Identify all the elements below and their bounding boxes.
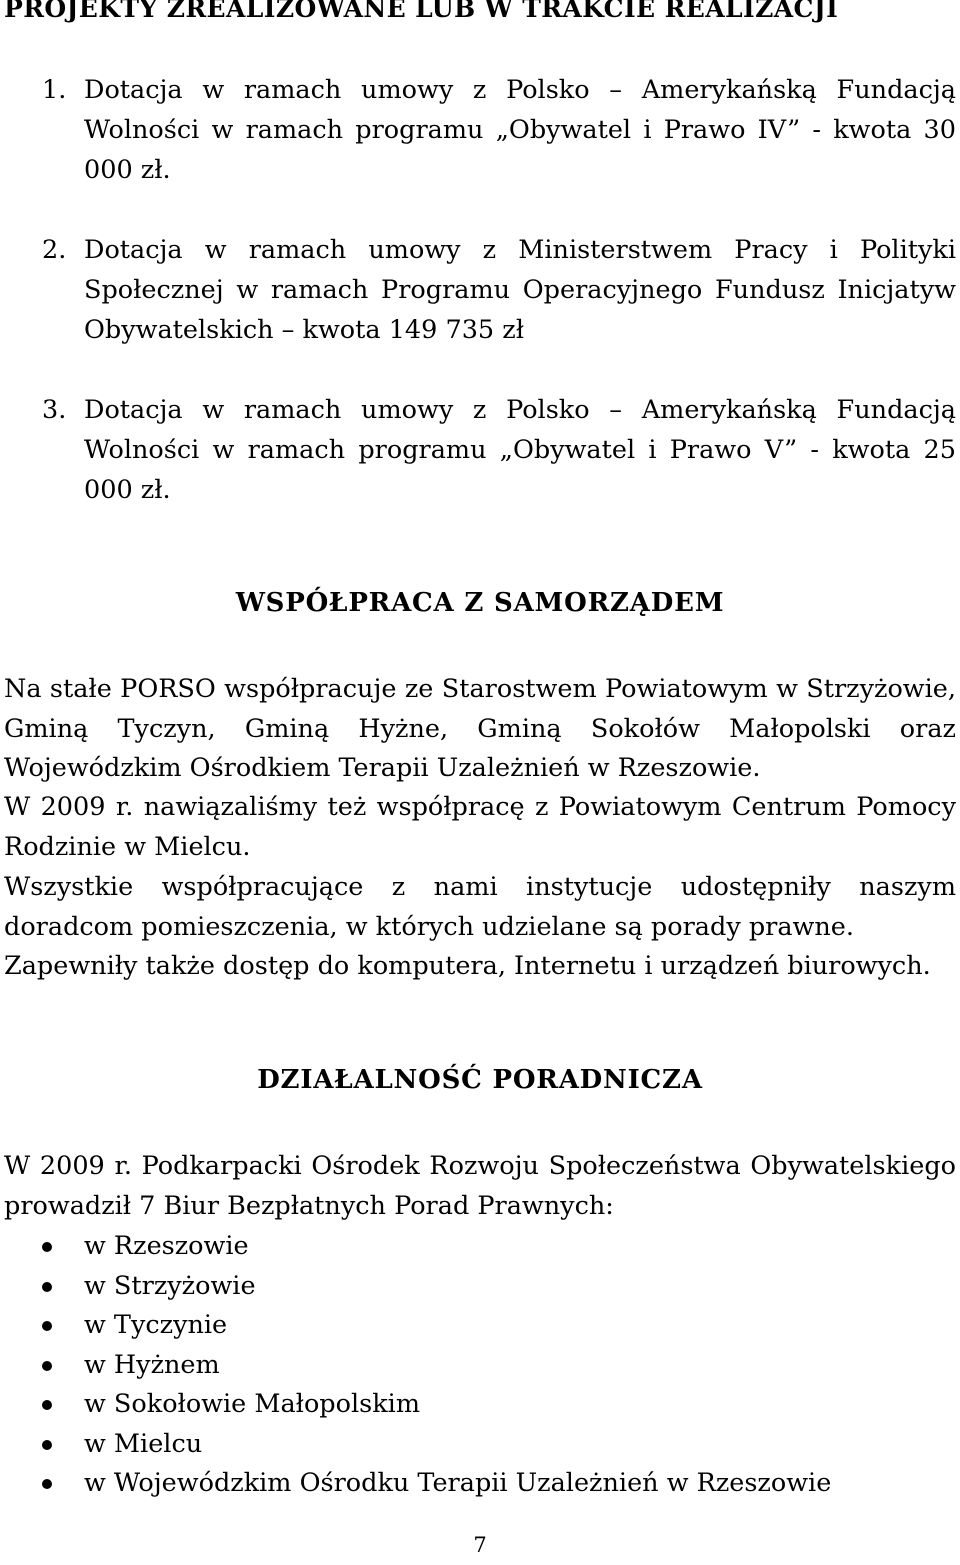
list-item xyxy=(42,1267,831,1307)
list-item xyxy=(42,1425,831,1465)
office-label: w Rzeszowie xyxy=(84,1231,249,1261)
project-item xyxy=(42,230,956,350)
page-number: 7 xyxy=(473,1533,487,1557)
bullet-icon xyxy=(42,1242,52,1252)
advisory-intro: W 2009 r. Podkarpacki Ośrodek Rozwoju Społeczeństwa Obywatelskiego prowadził 7 Biur Bezpłatnych Porad Prawnych: xyxy=(4,1151,956,1221)
project-item xyxy=(42,70,956,190)
office-label: w Wojewódzkim Ośrodku Terapii Uzależnień w Rzeszowie xyxy=(84,1468,832,1498)
list-item xyxy=(42,1227,831,1267)
cooperation-paragraph-tail: Zapewniły także dostęp do komputera, Internetu i urządzeń biurowych. xyxy=(4,951,931,981)
office-label: w Tyczynie xyxy=(84,1310,228,1340)
list-item xyxy=(42,1306,831,1346)
cooperation-heading: WSPÓŁPRACA Z SAMORZĄDEM xyxy=(235,588,725,618)
project-number: 3. xyxy=(42,395,67,425)
office-label: w Strzyżowie xyxy=(84,1270,256,1301)
list-item xyxy=(42,1385,831,1425)
project-text: Dotacja w ramach umowy z Polsko – Amerykańską Fundacją Wolności w ramach programu „Obywatel i Prawo V” - kwota 25 000 zł. xyxy=(84,395,956,505)
office-label: w Hyżnem xyxy=(84,1349,220,1380)
bullet-icon xyxy=(42,1400,52,1410)
project-number: 1. xyxy=(42,75,67,105)
project-number: 2. xyxy=(42,235,67,265)
bullet-icon xyxy=(42,1321,52,1331)
list-item xyxy=(42,1464,831,1504)
project-text: Dotacja w ramach umowy z Ministerstwem Pracy i Polityki Społecznej w ramach Programu Operacyjnego Fundusz Inicjatyw Obywatelskich – kwota 149 735 zł xyxy=(84,235,956,345)
office-label: w Sokołowie Małopolskim xyxy=(84,1389,420,1419)
list-item xyxy=(42,1346,831,1386)
bullet-icon xyxy=(42,1361,52,1371)
bullet-icon xyxy=(42,1479,52,1489)
office-label: w Mielcu xyxy=(84,1428,203,1459)
project-item xyxy=(42,390,956,510)
cooperation-paragraph: W 2009 r. nawiązaliśmy też współpracę z Powiatowym Centrum Pomocy Rodzinie w Mielcu. xyxy=(4,792,956,862)
bullet-icon xyxy=(42,1282,52,1292)
cooperation-paragraph-text: Wszystkie współpracujące z nami instytucje udostępniły naszym doradcom pomieszczenia, w których udzielane są porady prawne. xyxy=(4,872,956,942)
offices-list xyxy=(42,1227,831,1504)
cooperation-paragraph xyxy=(4,868,956,987)
advisory-heading: DZIAŁALNOŚĆ PORADNICZA xyxy=(257,1065,703,1095)
bullet-icon xyxy=(42,1440,52,1450)
projects-list xyxy=(42,70,956,510)
project-text: Dotacja w ramach umowy z Polsko – Amerykańską Fundacją Wolności w ramach programu „Obywatel i Prawo IV” - kwota 30 000 zł. xyxy=(84,75,956,185)
cooperation-paragraph: Na stałe PORSO współpracuje ze Starostwem Powiatowym w Strzyżowie, Gminą Tyczyn, Gminą Hyżne, Gminą Sokołów Małopolski oraz Wojewódzkim Ośrodkiem Terapii Uzależnień w Rzeszowie. xyxy=(4,674,956,783)
projects-heading: PROJEKTY ZREALIZOWANE LUB W TRAKCIE REALIZACJI xyxy=(4,0,839,23)
